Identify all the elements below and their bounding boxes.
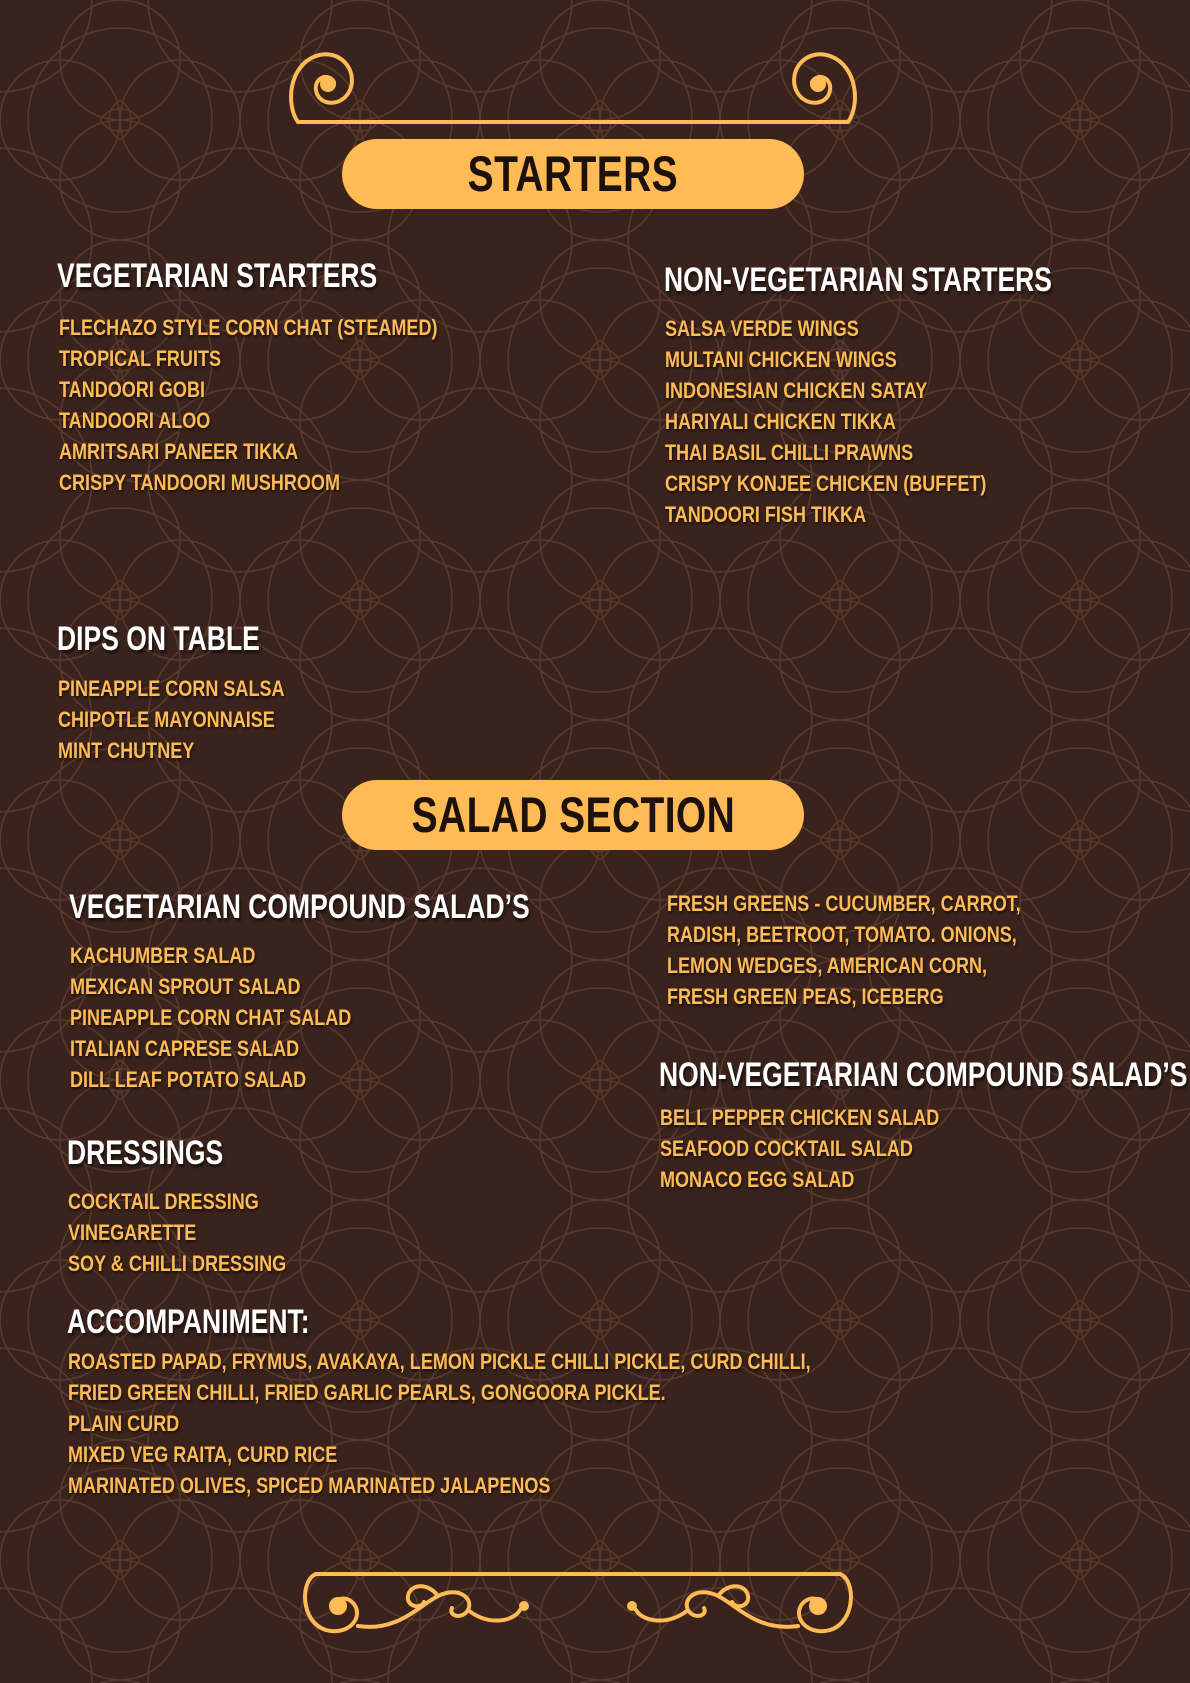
dips-heading: DIPS ON TABLE (57, 620, 260, 658)
starters-title: STARTERS (467, 146, 679, 202)
list-item: MINT CHUTNEY (58, 738, 195, 763)
list-item: CRISPY TANDOORI MUSHROOM (59, 470, 340, 495)
list-item: PINEAPPLE CORN CHAT SALAD (70, 1005, 352, 1030)
nonveg-salads-heading: NON-VEGETARIAN COMPOUND SALAD’S (659, 1056, 1188, 1094)
scroll-ornament-icon (288, 46, 858, 126)
flourish-ornament-icon (298, 1566, 858, 1642)
list-item: HARIYALI CHICKEN TIKKA (665, 409, 896, 434)
list-item: MARINATED OLIVES, SPICED MARINATED JALAPENOS (68, 1473, 551, 1498)
nonveg-starters-list (665, 313, 1057, 530)
list-item: TANDOORI ALOO (59, 408, 211, 433)
list-item: CHIPOTLE MAYONNAISE (58, 707, 275, 732)
list-item: FRESH GREENS - CUCUMBER, CARROT, (667, 891, 1021, 916)
fresh-greens-list (667, 888, 1098, 1012)
veg-starters-list (59, 312, 521, 498)
salad-title: SALAD SECTION (411, 787, 735, 843)
list-item: LEMON WEDGES, AMERICAN CORN, (667, 953, 988, 978)
list-item: SOY & CHILLI DRESSING (68, 1251, 287, 1276)
list-item: TROPICAL FRUITS (59, 346, 222, 371)
list-item: SEAFOOD COCKTAIL SALAD (660, 1136, 913, 1161)
list-item: VINEGARETTE (68, 1220, 197, 1245)
list-item: PLAIN CURD (68, 1411, 180, 1436)
list-item: THAI BASIL CHILLI PRAWNS (665, 440, 914, 465)
dips-list (58, 673, 334, 766)
list-item: CRISPY KONJEE CHICKEN (BUFFET) (665, 471, 987, 496)
list-item: COCKTAIL DRESSING (68, 1189, 259, 1214)
veg-starters-heading: VEGETARIAN STARTERS (57, 257, 378, 295)
list-item: SALSA VERDE WINGS (665, 316, 859, 341)
list-item: FRIED GREEN CHILLI, FRIED GARLIC PEARLS, GONGOORA PICKLE. (68, 1380, 666, 1405)
list-item: PINEAPPLE CORN SALSA (58, 676, 285, 701)
dressings-list (68, 1186, 334, 1279)
veg-salads-heading: VEGETARIAN COMPOUND SALAD’S (69, 888, 530, 926)
list-item: FRESH GREEN PEAS, ICEBERG (667, 984, 944, 1009)
list-item: MONACO EGG SALAD (660, 1167, 855, 1192)
salad-title-banner (342, 780, 804, 850)
starters-title-banner (342, 139, 804, 209)
list-item: RADISH, BEETROOT, TOMATO. ONIONS, (667, 922, 1017, 947)
nonveg-starters-heading: NON-VEGETARIAN STARTERS (664, 261, 1052, 299)
list-item: MEXICAN SPROUT SALAD (70, 974, 301, 999)
nonveg-salads-list (660, 1102, 1001, 1195)
list-item: ITALIAN CAPRESE SALAD (70, 1036, 300, 1061)
list-item: TANDOORI FISH TIKKA (665, 502, 867, 527)
list-item: TANDOORI GOBI (59, 377, 205, 402)
list-item: ROASTED PAPAD, FRYMUS, AVAKAYA, LEMON PICKLE CHILLI PICKLE, CURD CHILLI, (68, 1349, 811, 1374)
list-item: MULTANI CHICKEN WINGS (665, 347, 897, 372)
list-item: INDONESIAN CHICKEN SATAY (665, 378, 928, 403)
list-item: KACHUMBER SALAD (70, 943, 256, 968)
accompaniment-list (68, 1346, 974, 1501)
list-item: MIXED VEG RAITA, CURD RICE (68, 1442, 338, 1467)
dressings-heading: DRESSINGS (67, 1134, 224, 1172)
list-item: FLECHAZO STYLE CORN CHAT (STEAMED) (59, 315, 438, 340)
list-item: DILL LEAF POTATO SALAD (70, 1067, 307, 1092)
accompaniment-heading: ACCOMPANIMENT: (67, 1303, 310, 1341)
list-item: BELL PEPPER CHICKEN SALAD (660, 1105, 940, 1130)
veg-salads-list (70, 940, 413, 1095)
list-item: AMRITSARI PANEER TIKKA (59, 439, 299, 464)
